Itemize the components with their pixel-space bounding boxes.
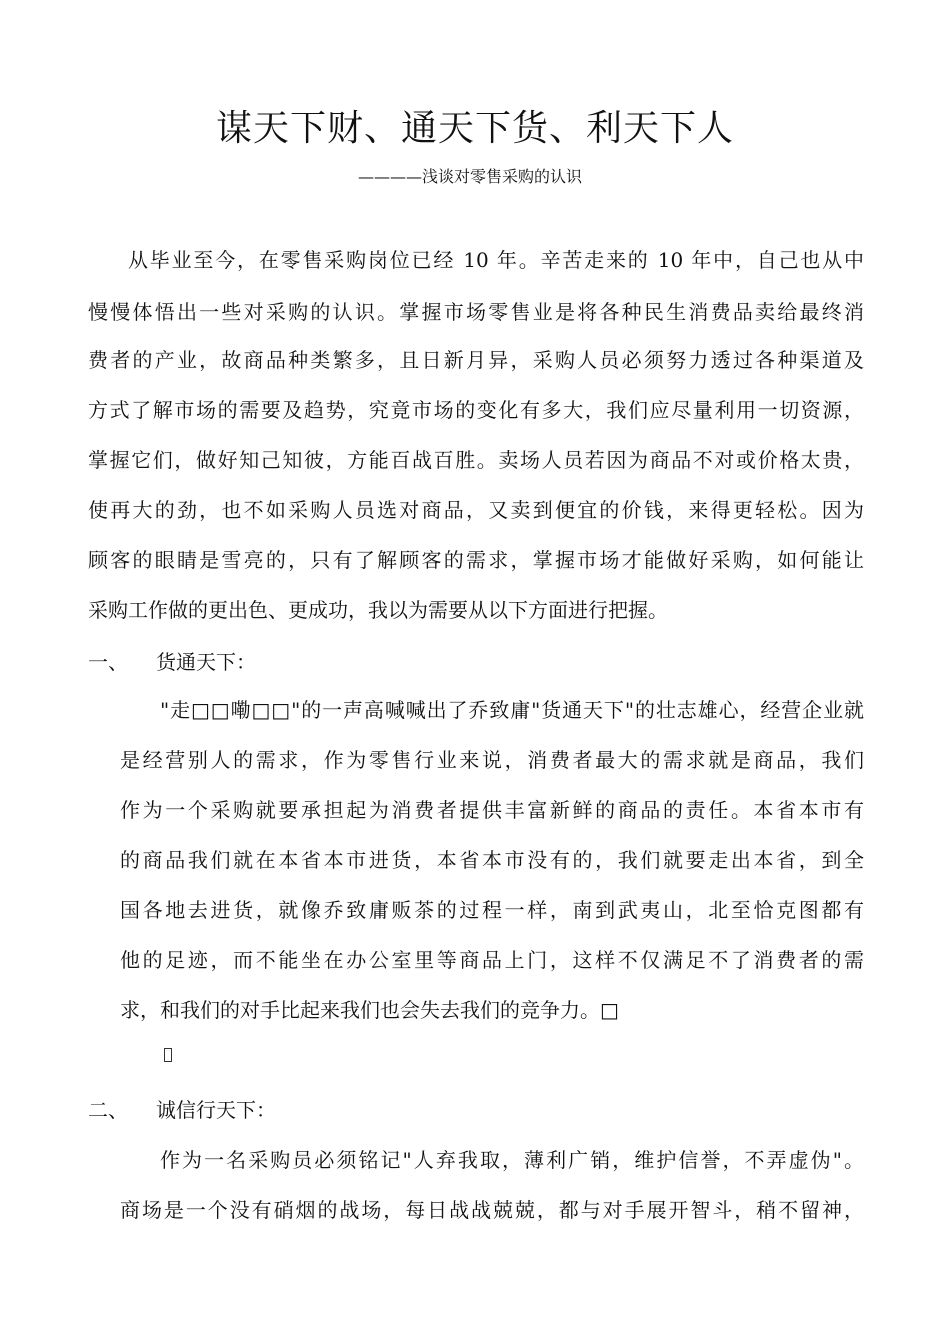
section1-line: 的商品我们就在本省本市进货，本省本市没有的，我们就要走出本省，到全 [120,848,864,872]
intro-line: 慢慢体悟出一些对采购的认识。掌握市场零售业是将各种民生消费品卖给最终消 [88,300,864,324]
document-subtitle: ————浅谈对零售采购的认识 [358,167,583,186]
section1-line: 是经营别人的需求，作为零售行业来说，消费者最大的需求就是商品，我们 [120,748,864,772]
section-number: 一、 [88,650,128,674]
intro-line: 从毕业至今，在零售采购岗位已经 10 年。辛苦走来的 10 年中，自己也从中 [128,248,864,272]
section1-line: 求，和我们的对手比起来我们也会失去我们的竞争力。□ [120,998,619,1022]
section2-line: 商场是一个没有硝烟的战场，每日战战兢兢，都与对手展开智斗，稍不留神， [120,1198,864,1222]
section1-line: 作为一个采购就要承担起为消费者提供丰富新鲜的商品的责任。本省本市有 [120,798,864,822]
section1-line: 他的足迹，而不能坐在办公室里等商品上门，这样不仅满足不了消费者的需 [120,948,864,972]
intro-line: 掌握它们，做好知己知彼，方能百战百胜。卖场人员若因为商品不对或价格太贵， [88,448,864,472]
section-heading: 诚信行天下： [156,1098,276,1122]
intro-line: 顾客的眼睛是雪亮的，只有了解顾客的需求，掌握市场才能做好采购，如何能让 [88,548,864,572]
intro-line: 方式了解市场的需要及趋势，究竟市场的变化有多大，我们应尽量利用一切资源， [88,398,864,422]
section2-line: 作为一名采购员必须铭记"人弃我取，薄利广销，维护信誉，不弄虚伪"。 [160,1148,864,1172]
intro-line: 费者的产业，故商品种类繁多，且日新月异，采购人员必须努力透过各种渠道及 [88,348,864,372]
section1-line: 国各地去进货，就像乔致庸贩茶的过程一样，南到武夷山，北至恰克图都有 [120,898,864,922]
intro-line: 使再大的劲，也不如采购人员选对商品，又卖到便宜的价钱，来得更轻松。因为 [88,498,864,522]
document-title: 谋天下财、通天下货、利天下人 [215,108,734,149]
section-number: 二、 [88,1098,128,1122]
section1-line: "走□□嘞□□"的一声高喊喊出了乔致庸"货通天下"的壮志雄心，经营企业就 [160,698,864,722]
missing-glyph-icon [164,1048,172,1062]
section-heading: 货通天下： [156,650,256,674]
intro-line: 采购工作做的更出色、更成功，我以为需要从以下方面进行把握。 [88,598,668,622]
